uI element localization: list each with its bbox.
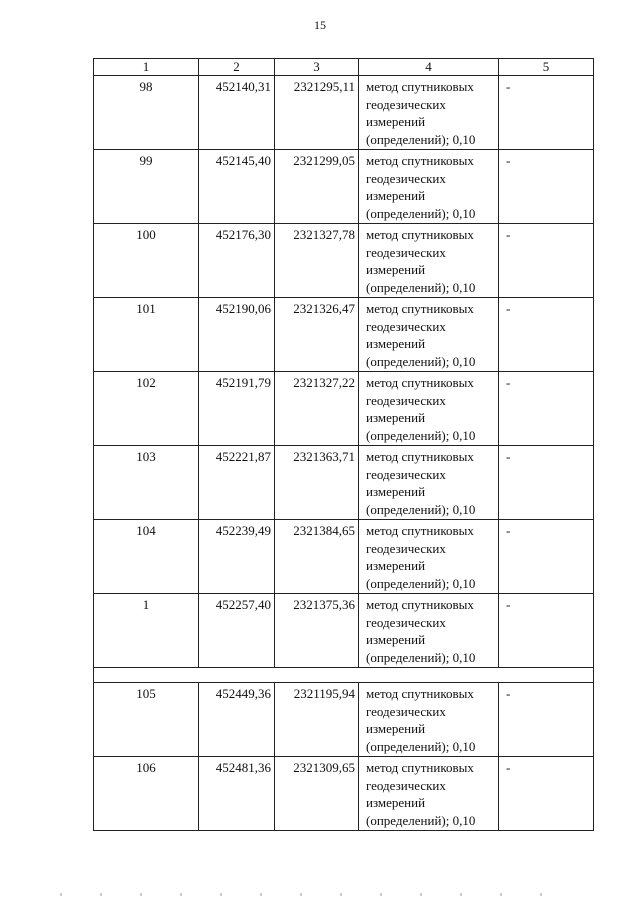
point-number-cell: 98 xyxy=(94,76,199,150)
column-header: 5 xyxy=(499,59,594,76)
method-cell xyxy=(359,372,499,446)
table-row xyxy=(94,372,594,446)
y-coordinate-cell: 2321299,05 xyxy=(275,150,359,224)
x-coordinate-cell: 452239,49 xyxy=(199,520,275,594)
method-line: метод спутниковых xyxy=(366,760,474,775)
point-number-cell: 106 xyxy=(94,757,199,831)
x-coordinate-cell: 452221,87 xyxy=(199,446,275,520)
table-row xyxy=(94,150,594,224)
point-number-cell: 1 xyxy=(94,594,199,668)
page-number: 15 xyxy=(314,18,326,32)
method-line: геодезических xyxy=(366,614,446,630)
y-coordinate-cell: 2321327,22 xyxy=(275,372,359,446)
method-line: измерений xyxy=(366,632,426,647)
point-number-cell: 99 xyxy=(94,150,199,224)
method-line: (определений); 0,10 xyxy=(366,575,476,591)
method-line: метод спутниковых xyxy=(366,686,474,701)
y-coordinate-cell: 2321326,47 xyxy=(275,298,359,372)
method-cell xyxy=(359,520,499,594)
method-line: геодезических xyxy=(366,318,446,334)
method-cell xyxy=(359,683,499,757)
y-coordinate-cell: 2321195,94 xyxy=(275,683,359,757)
x-coordinate-cell: 452191,79 xyxy=(199,372,275,446)
point-number-cell: 105 xyxy=(94,683,199,757)
note-cell: - xyxy=(499,757,594,831)
note-cell: - xyxy=(499,298,594,372)
coordinates-table xyxy=(93,58,594,831)
x-coordinate-cell: 452145,40 xyxy=(199,150,275,224)
column-header: 3 xyxy=(275,59,359,76)
method-line: метод спутниковых xyxy=(366,301,474,316)
method-line: измерений xyxy=(366,721,426,736)
table-row xyxy=(94,757,594,831)
method-line: измерений xyxy=(366,188,426,203)
method-line: геодезических xyxy=(366,703,446,719)
x-coordinate-cell: 452257,40 xyxy=(199,594,275,668)
column-header: 4 xyxy=(359,59,499,76)
x-coordinate-cell: 452176,30 xyxy=(199,224,275,298)
column-header: 2 xyxy=(199,59,275,76)
method-line: (определений); 0,10 xyxy=(366,353,476,369)
method-line: измерений xyxy=(366,484,426,499)
method-line: измерений xyxy=(366,795,426,810)
method-line: геодезических xyxy=(366,170,446,186)
method-line: метод спутниковых xyxy=(366,523,474,538)
method-line: (определений); 0,10 xyxy=(366,205,476,221)
method-line: измерений xyxy=(366,558,426,573)
note-cell: - xyxy=(499,76,594,150)
table-row xyxy=(94,520,594,594)
method-cell xyxy=(359,594,499,668)
method-cell xyxy=(359,446,499,520)
note-cell: - xyxy=(499,446,594,520)
method-line: метод спутниковых xyxy=(366,153,474,168)
note-cell: - xyxy=(499,150,594,224)
separator-cell xyxy=(94,668,594,683)
method-cell xyxy=(359,298,499,372)
point-number-cell: 104 xyxy=(94,520,199,594)
y-coordinate-cell: 2321363,71 xyxy=(275,446,359,520)
method-line: (определений); 0,10 xyxy=(366,649,476,665)
method-line: метод спутниковых xyxy=(366,227,474,242)
method-line: измерений xyxy=(366,262,426,277)
table-row xyxy=(94,594,594,668)
note-cell: - xyxy=(499,683,594,757)
method-line: геодезических xyxy=(366,96,446,112)
method-line: (определений); 0,10 xyxy=(366,738,476,754)
y-coordinate-cell: 2321375,36 xyxy=(275,594,359,668)
table-header-row xyxy=(94,59,594,76)
note-cell: - xyxy=(499,224,594,298)
x-coordinate-cell: 452481,36 xyxy=(199,757,275,831)
scan-artifact xyxy=(60,893,580,896)
note-cell: - xyxy=(499,520,594,594)
method-line: (определений); 0,10 xyxy=(366,427,476,443)
y-coordinate-cell: 2321309,65 xyxy=(275,757,359,831)
method-line: метод спутниковых xyxy=(366,597,474,612)
point-number-cell: 101 xyxy=(94,298,199,372)
y-coordinate-cell: 2321327,78 xyxy=(275,224,359,298)
x-coordinate-cell: 452140,31 xyxy=(199,76,275,150)
method-line: измерений xyxy=(366,410,426,425)
method-cell xyxy=(359,224,499,298)
x-coordinate-cell: 452449,36 xyxy=(199,683,275,757)
table-row xyxy=(94,298,594,372)
method-line: метод спутниковых xyxy=(366,375,474,390)
method-line: геодезических xyxy=(366,777,446,793)
method-cell xyxy=(359,76,499,150)
method-line: метод спутниковых xyxy=(366,449,474,464)
note-cell: - xyxy=(499,594,594,668)
column-header: 1 xyxy=(94,59,199,76)
separator-row xyxy=(94,668,594,683)
method-line: измерений xyxy=(366,114,426,129)
y-coordinate-cell: 2321384,65 xyxy=(275,520,359,594)
method-line: измерений xyxy=(366,336,426,351)
method-line: (определений); 0,10 xyxy=(366,131,476,147)
point-number-cell: 100 xyxy=(94,224,199,298)
method-line: (определений); 0,10 xyxy=(366,812,476,828)
table-row xyxy=(94,76,594,150)
method-line: (определений); 0,10 xyxy=(366,501,476,517)
method-line: метод спутниковых xyxy=(366,79,474,94)
note-cell: - xyxy=(499,372,594,446)
y-coordinate-cell: 2321295,11 xyxy=(275,76,359,150)
method-line: геодезических xyxy=(366,466,446,482)
table-row xyxy=(94,224,594,298)
method-line: геодезических xyxy=(366,392,446,408)
method-line: геодезических xyxy=(366,540,446,556)
point-number-cell: 103 xyxy=(94,446,199,520)
x-coordinate-cell: 452190,06 xyxy=(199,298,275,372)
method-line: (определений); 0,10 xyxy=(366,279,476,295)
method-cell xyxy=(359,150,499,224)
table-row xyxy=(94,683,594,757)
table-row xyxy=(94,446,594,520)
point-number-cell: 102 xyxy=(94,372,199,446)
method-cell xyxy=(359,757,499,831)
method-line: геодезических xyxy=(366,244,446,260)
